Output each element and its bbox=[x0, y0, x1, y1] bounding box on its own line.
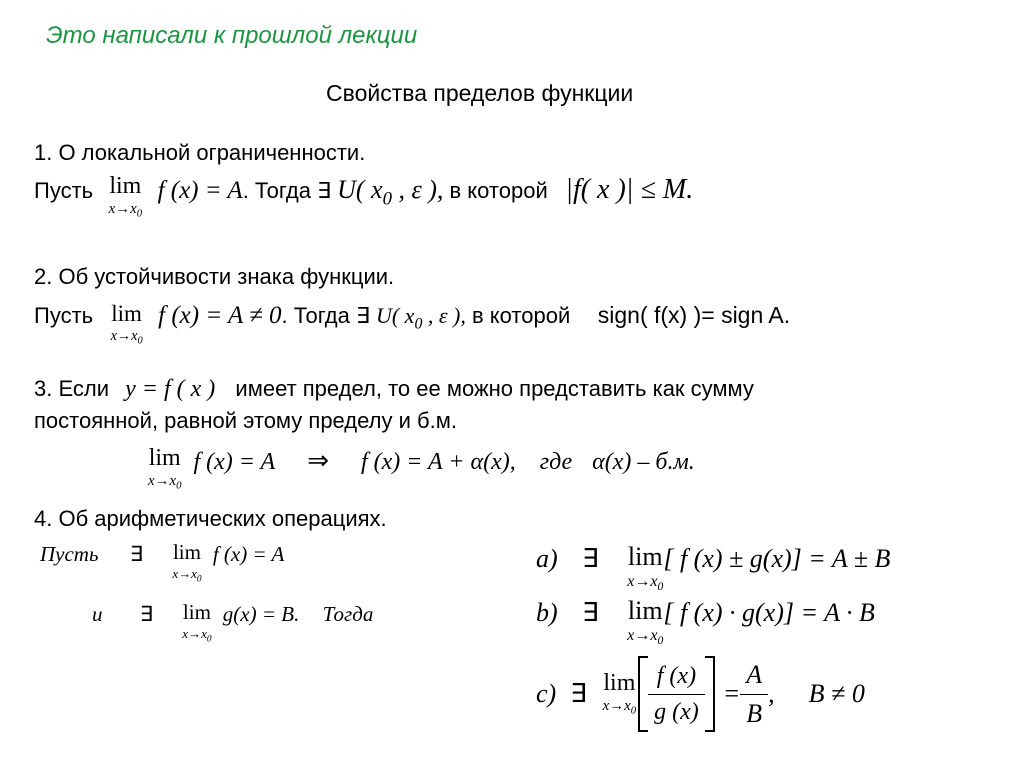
pust-label: Пусть bbox=[34, 178, 94, 203]
rule-c: c) ∃ lim $x\to x_0$ $\frac{f (x)}{g (x)}$ = $\frac{A}{B}$ , B ≠ 0 bbox=[536, 654, 865, 734]
property-1-formula: Пусть lim $x\to x_0$ f (x) = A. Тогда ∃ U( $x_0$ , ε ), в которой |f( x )| ≤ M. bbox=[34, 173, 694, 220]
property-2-heading: 2. Об устойчивости знака функции. bbox=[34, 264, 395, 289]
limit-operator: lim $x\to x_0$ bbox=[110, 301, 143, 347]
property-4-heading: 4. Об арифметических операциях. bbox=[34, 506, 387, 531]
limit-operator: lim $x\to x_0$ bbox=[172, 540, 202, 585]
bound-expression: |f( x )| ≤ M. bbox=[565, 174, 694, 205]
rule-b: b) ∃ lim $x\to x_0$ [ f (x) · g(x)] = A · B bbox=[536, 596, 875, 648]
limit-operator: lim $x\to x_0$ bbox=[108, 173, 143, 220]
limit-operator: lim $x\to x_0$ bbox=[148, 445, 182, 492]
neighborhood: U( $x_0$ , ε ), bbox=[337, 175, 444, 210]
left-bracket bbox=[638, 656, 648, 732]
fraction-ab: $\frac{A}{B}$ bbox=[740, 660, 768, 729]
fraction-fg: $\frac{f (x)}{g (x)}$ bbox=[648, 663, 705, 726]
property-1-heading: 1. О локальной ограниченности. bbox=[34, 140, 366, 165]
neighborhood: U( $x_0$ , ε ), bbox=[375, 303, 466, 333]
limit-operator: lim $x\to x_0$ bbox=[627, 596, 664, 648]
limit-operator: lim $x\to x_0$ bbox=[182, 600, 212, 645]
limit-operator: lim $x\to x_0$ bbox=[627, 542, 664, 594]
limit-operator: lim $x\to x_0$ bbox=[602, 670, 637, 717]
sign-expression: sign( f(x) )= sign A. bbox=[597, 302, 791, 328]
property-3-line1: 3. Если y = f ( x ) имеет предел, то ее можно представить как сумму bbox=[34, 376, 754, 402]
rule-a: a) ∃ lim $x\to x_0$ [ f (x) ± g(x)] = A ± B bbox=[536, 542, 891, 594]
property-4-condition-2: и ∃ lim $x\to x_0$ g(x) = B. Тогда bbox=[92, 600, 374, 645]
property-3-line2: постоянной, равной этому пределу и б.м. bbox=[34, 408, 457, 433]
property-3-formula: lim $x\to x_0$ f (x) = A ⇒ f (x) = A + α(x), где α(x) – б.м. bbox=[148, 445, 695, 492]
property-4-condition-1: Пусть ∃ lim $x\to x_0$ f (x) = A bbox=[40, 540, 285, 585]
lecture-note: Это написали к прошлой лекции bbox=[46, 22, 418, 49]
right-bracket bbox=[705, 656, 715, 732]
page-title: Свойства пределов функции bbox=[326, 80, 634, 106]
property-2-formula: Пусть lim $x\to x_0$ f (x) = A ≠ 0. Тогда ∃ U( $x_0$ , ε ), в которой sign( f(x) )= sign A. bbox=[34, 301, 791, 347]
